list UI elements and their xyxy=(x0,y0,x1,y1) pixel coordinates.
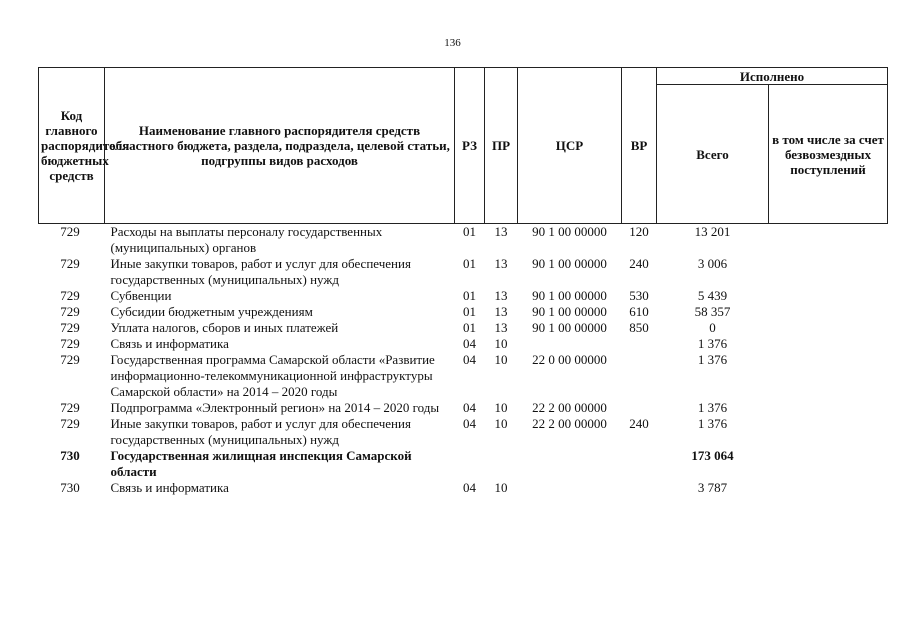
row-gratuitous xyxy=(769,400,888,416)
row-total: 1 376 xyxy=(697,352,728,367)
row-name: Связь и информатика xyxy=(110,480,229,495)
row-gratuitous xyxy=(769,320,888,336)
row-rz: 04 xyxy=(463,352,476,367)
table-row xyxy=(39,336,888,352)
row-pr: 10 xyxy=(494,336,508,351)
row-csr: 22 0 00 00000 xyxy=(532,352,607,367)
table-row xyxy=(39,448,888,480)
row-rz: 01 xyxy=(463,320,476,335)
row-rz: 01 xyxy=(463,288,476,303)
row-pr: 10 xyxy=(494,480,508,495)
row-name: Субвенции xyxy=(110,288,172,303)
row-name: Связь и информатика xyxy=(110,336,229,351)
row-gratuitous xyxy=(769,288,888,304)
row-pr: 10 xyxy=(494,352,508,367)
row-rz: 01 xyxy=(463,304,476,319)
table-body xyxy=(39,224,888,497)
row-rz: 01 xyxy=(463,256,476,271)
header-vr: ВР xyxy=(622,68,657,224)
row-code: 729 xyxy=(60,288,80,303)
row-gratuitous xyxy=(769,480,888,496)
header-code: Код главного распорядителя бюджетных средств xyxy=(39,68,105,224)
row-total: 3 787 xyxy=(697,480,728,495)
row-gratuitous xyxy=(769,256,888,288)
row-code: 729 xyxy=(60,256,80,271)
row-gratuitous xyxy=(769,416,888,448)
row-vr xyxy=(622,336,657,352)
table-row xyxy=(39,480,888,496)
row-total: 58 357 xyxy=(694,304,731,319)
row-rz: 04 xyxy=(463,400,476,415)
row-name: Субсидии бюджетным учреждениям xyxy=(110,304,313,319)
row-vr xyxy=(622,448,657,480)
row-rz: 04 xyxy=(463,416,476,431)
row-code: 730 xyxy=(60,448,80,463)
header-pr: ПР xyxy=(485,68,518,224)
row-name: Иные закупки товаров, работ и услуг для обеспечения государственных (муниципальных) нужд xyxy=(110,256,411,287)
row-total: 1 376 xyxy=(697,416,728,431)
row-gratuitous xyxy=(769,448,888,480)
row-code: 729 xyxy=(60,224,80,239)
header-gratuitous: в том числе за счет безвозмездных поступлений xyxy=(769,85,888,224)
budget-table xyxy=(38,67,888,496)
row-csr: 22 2 00 00000 xyxy=(532,416,607,431)
row-code: 729 xyxy=(60,336,80,351)
row-pr: 10 xyxy=(494,416,508,431)
row-total: 13 201 xyxy=(694,224,731,239)
row-vr: 610 xyxy=(629,304,649,319)
row-vr: 240 xyxy=(629,256,649,271)
row-total: 1 376 xyxy=(697,336,728,351)
row-vr xyxy=(622,480,657,496)
row-name: Иные закупки товаров, работ и услуг для обеспечения государственных (муниципальных) нужд xyxy=(110,416,411,447)
row-vr xyxy=(622,400,657,416)
row-vr: 240 xyxy=(629,416,649,431)
page-number: 136 xyxy=(444,37,461,49)
row-name: Расходы на выплаты персоналу государственных (муниципальных) органов xyxy=(110,224,383,255)
row-pr: 10 xyxy=(494,400,508,415)
row-pr xyxy=(485,448,518,480)
row-name: Государственная жилищная инспекция Самарской области xyxy=(110,448,412,479)
row-pr: 13 xyxy=(494,224,508,239)
header-name: Наименование главного распорядителя средств областного бюджета, раздела, подраздела, целевой статьи, подгруппы видов расходов xyxy=(105,68,455,224)
row-rz: 04 xyxy=(463,480,476,495)
table-row xyxy=(39,320,888,336)
row-pr: 13 xyxy=(494,256,508,271)
table-row xyxy=(39,400,888,416)
row-name: Подпрограмма «Электронный регион» на 2014 – 2020 годы xyxy=(110,400,440,415)
row-csr: 90 1 00 00000 xyxy=(532,288,607,303)
row-vr: 850 xyxy=(629,320,649,335)
row-gratuitous xyxy=(769,352,888,400)
table-row xyxy=(39,288,888,304)
row-csr: 90 1 00 00000 xyxy=(532,304,607,319)
row-code: 730 xyxy=(60,480,80,495)
row-total: 1 376 xyxy=(697,400,728,415)
header-csr: ЦСР xyxy=(518,68,622,224)
row-csr xyxy=(518,336,622,352)
row-pr: 13 xyxy=(494,320,508,335)
row-total: 0 xyxy=(709,320,716,335)
row-csr: 90 1 00 00000 xyxy=(532,224,607,239)
row-code: 729 xyxy=(60,320,80,335)
row-pr: 13 xyxy=(494,304,508,319)
row-rz xyxy=(455,448,485,480)
row-code: 729 xyxy=(60,352,80,367)
row-code: 729 xyxy=(60,416,80,431)
table-row xyxy=(39,256,888,288)
row-rz: 01 xyxy=(463,224,476,239)
table-row xyxy=(39,224,888,257)
row-total: 173 064 xyxy=(691,448,734,463)
row-csr: 90 1 00 00000 xyxy=(532,256,607,271)
row-name: Уплата налогов, сборов и иных платежей xyxy=(110,320,339,335)
table-row xyxy=(39,304,888,320)
table-header xyxy=(39,68,888,224)
row-rz: 04 xyxy=(463,336,476,351)
row-vr: 120 xyxy=(629,224,649,239)
header-total: Всего xyxy=(657,85,769,224)
row-csr xyxy=(518,448,622,480)
row-csr: 90 1 00 00000 xyxy=(532,320,607,335)
row-gratuitous xyxy=(769,336,888,352)
row-gratuitous xyxy=(769,224,888,257)
row-name: Государственная программа Самарской области «Развитие информационно-телекоммуникационной инфраструктуры Самарской области» на 2014 – 2020 годы xyxy=(110,352,435,399)
row-total: 5 439 xyxy=(697,288,728,303)
row-total: 3 006 xyxy=(697,256,728,271)
row-csr: 22 2 00 00000 xyxy=(532,400,607,415)
row-code: 729 xyxy=(60,400,80,415)
row-vr: 530 xyxy=(629,288,649,303)
header-executed: Исполнено xyxy=(657,68,888,85)
row-gratuitous xyxy=(769,304,888,320)
table-row xyxy=(39,352,888,400)
row-csr xyxy=(518,480,622,496)
row-vr xyxy=(622,352,657,400)
row-code: 729 xyxy=(60,304,80,319)
table-row xyxy=(39,416,888,448)
row-pr: 13 xyxy=(494,288,508,303)
header-rz: РЗ xyxy=(455,68,485,224)
